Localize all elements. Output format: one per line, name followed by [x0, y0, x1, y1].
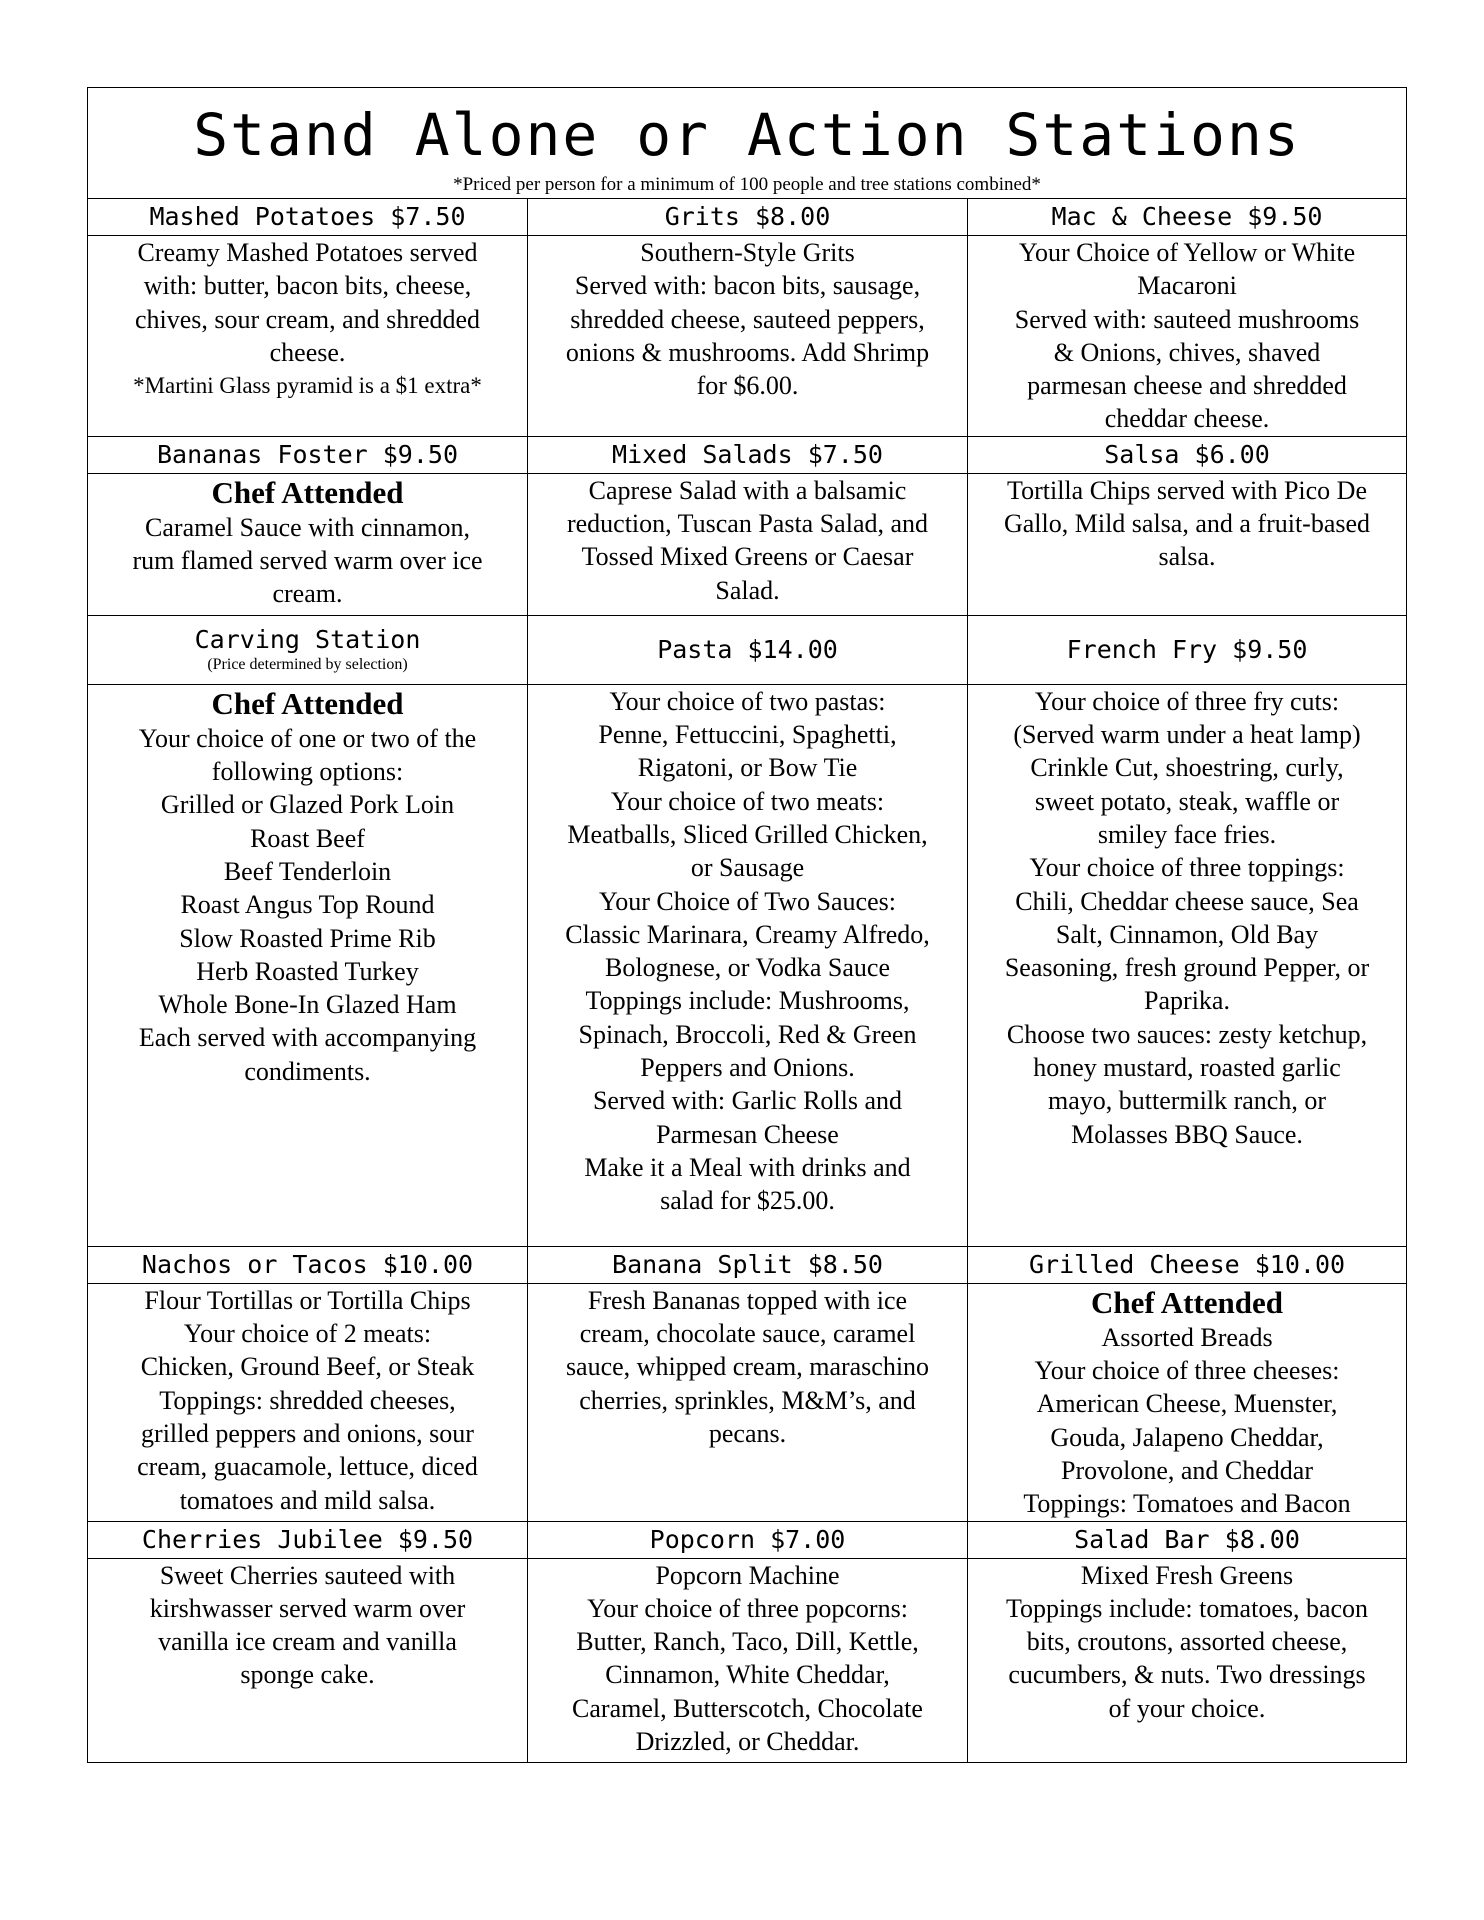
description-line: Herb Roasted Turkey: [196, 956, 419, 986]
description-line: vanilla ice cream and vanilla: [158, 1627, 457, 1657]
description-line: salsa.: [1158, 542, 1216, 572]
station-description-row: [88, 1558, 1407, 1762]
description-line: Your choice of one or two of the: [138, 723, 477, 753]
station-title: Mashed Potatoes $7.50: [149, 202, 466, 231]
description-line: Your choice of three popcorns:: [587, 1593, 908, 1623]
station-description-row: [88, 236, 1407, 437]
description-line: Toppings include: Mushrooms,: [585, 986, 910, 1016]
station-description: [968, 473, 1407, 615]
description-line: for $6.00.: [696, 371, 799, 401]
description-line: Caprese Salad with a balsamic: [588, 475, 907, 505]
description-line: cream, guacamole, lettuce, diced: [137, 1452, 478, 1482]
description-line: following options:: [211, 757, 404, 787]
description-line: Penne, Fettuccini, Spaghetti,: [598, 720, 897, 750]
description-line: smiley face fries.: [1097, 819, 1277, 849]
station-header-row: [88, 1246, 1407, 1283]
description-line: Macaroni: [1137, 271, 1237, 301]
description-line: Chicken, Ground Beef, or Steak: [140, 1352, 475, 1382]
description-line: pecans.: [708, 1418, 787, 1448]
description-line: Spinach, Broccoli, Red & Green: [578, 1019, 917, 1049]
station-description: [528, 1558, 968, 1762]
station-title: Mac & Cheese $9.50: [1051, 202, 1323, 231]
description-line: or Sausage: [690, 853, 805, 883]
description-line: Salt, Cinnamon, Old Bay: [1055, 919, 1319, 949]
description-line: Butter, Ranch, Taco, Dill, Kettle,: [576, 1627, 919, 1657]
description-line: honey mustard, roasted garlic: [1033, 1053, 1341, 1083]
description-line: & Onions, chives, shaved: [1053, 337, 1321, 367]
station-title: Mixed Salads $7.50: [612, 439, 883, 469]
description-line: Served with: sauteed mushrooms: [1014, 304, 1360, 334]
description-line: Rigatoni, or Bow Tie: [637, 753, 858, 783]
station-title: Grilled Cheese $10.00: [1028, 1249, 1346, 1279]
description-line: Your Choice of Yellow or White: [1018, 238, 1356, 267]
station-title: Salad Bar $8.00: [1074, 1524, 1300, 1554]
description-line: Caramel Sauce with cinnamon,: [145, 512, 470, 542]
station-title: Banana Split $8.50: [612, 1249, 883, 1279]
description-line: Chili, Cheddar cheese sauce, Sea: [1015, 886, 1359, 916]
description-line: Fresh Bananas topped with ice: [587, 1285, 908, 1315]
pricing-note: *Priced per person for a minimum of 100 people and tree stations combined*: [453, 174, 1041, 195]
description-line: Popcorn Machine: [655, 1560, 840, 1590]
description-line: Bolognese, or Vodka Sauce: [605, 953, 890, 983]
description-line: cherries, sprinkles, M&M’s, and: [579, 1385, 916, 1415]
station-description: [88, 473, 528, 615]
description-line: Crinkle Cut, shoestring, curly,: [1030, 753, 1344, 783]
description-line: Drizzled, or Cheddar.: [635, 1727, 860, 1757]
description-line: Roast Angus Top Round: [180, 890, 435, 920]
description-line: sauce, whipped cream, maraschino: [565, 1352, 930, 1382]
description-line: Your choice of three cheeses:: [1034, 1356, 1340, 1386]
description-line: Make it a Meal with drinks and: [584, 1152, 911, 1182]
description-line: Assorted Breads: [1101, 1322, 1273, 1352]
description-line: bits, croutons, assorted cheese,: [1026, 1627, 1348, 1657]
description-line: Creamy Mashed Potatoes served: [137, 238, 478, 267]
chef-attended-label: Chef Attended: [211, 474, 404, 510]
description-line: Served with: bacon bits, sausage,: [574, 271, 921, 301]
title-cell: [88, 88, 1407, 199]
description-line: Molasses BBQ Sauce.: [1071, 1119, 1303, 1149]
description-line: parmesan cheese and shredded: [1027, 371, 1347, 401]
description-line: grilled peppers and onions, sour: [141, 1418, 474, 1448]
description-line: Caramel, Butterscotch, Chocolate: [572, 1693, 923, 1723]
station-description: [88, 684, 528, 1246]
chef-attended-label: Chef Attended: [211, 685, 404, 721]
description-line: sweet potato, steak, waffle or: [1034, 786, 1340, 816]
station-description: [528, 473, 968, 615]
description-line: cheese.: [269, 337, 346, 367]
station-title: Salsa $6.00: [1104, 439, 1270, 469]
station-header: [968, 1521, 1407, 1558]
station-title: Nachos or Tacos $10.00: [141, 1249, 474, 1279]
station-header: [88, 199, 528, 236]
description-line: Southern-Style Grits: [640, 238, 855, 267]
description-line: Toppings: Tomatoes and Bacon: [1023, 1489, 1351, 1519]
description-line: kirshwasser served warm over: [149, 1593, 466, 1623]
description-line: Slow Roasted Prime Rib: [179, 923, 436, 953]
station-header: [528, 199, 968, 236]
stations-menu-table: [87, 87, 1407, 1763]
description-line: Cinnamon, White Cheddar,: [605, 1660, 890, 1690]
description-line: Seasoning, fresh ground Pepper, or: [1004, 953, 1370, 983]
station-description: [528, 684, 968, 1246]
description-line: salad for $25.00.: [660, 1186, 835, 1216]
description-line: Tossed Mixed Greens or Caesar: [581, 542, 914, 572]
chef-attended-label: Chef Attended: [1091, 1284, 1284, 1320]
station-footnote: *Martini Glass pyramid is a $1 extra*: [133, 373, 482, 399]
station-description: [968, 684, 1407, 1246]
description-line: Provolone, and Cheddar: [1061, 1455, 1314, 1485]
station-header: [968, 199, 1407, 236]
description-line: cream, chocolate sauce, caramel: [579, 1319, 916, 1349]
description-line: American Cheese, Muenster,: [1036, 1389, 1338, 1419]
title-row: [88, 88, 1407, 199]
description-line: Sweet Cherries sauteed with: [159, 1560, 456, 1590]
description-line: Whole Bone-In Glazed Ham: [158, 990, 457, 1020]
description-line: chives, sour cream, and shredded: [134, 304, 481, 334]
description-line: Your choice of 2 meats:: [183, 1319, 432, 1349]
station-description: [528, 236, 968, 437]
description-line: Salad.: [715, 575, 780, 605]
station-header-row: [88, 615, 1407, 684]
station-header: [528, 436, 968, 473]
station-header-row: [88, 1521, 1407, 1558]
station-price-note: (Price determined by selection): [207, 655, 408, 673]
station-description-row: [88, 684, 1407, 1246]
station-header-row: [88, 199, 1407, 236]
station-header: [88, 436, 528, 473]
description-line: Parmesan Cheese: [656, 1119, 839, 1149]
description-line: onions & mushrooms. Add Shrimp: [565, 337, 930, 367]
station-header: [968, 615, 1407, 684]
description-line: cucumbers, & nuts. Two dressings: [1008, 1660, 1366, 1690]
station-title: Carving Station: [194, 624, 421, 654]
station-header: [528, 1246, 968, 1283]
description-line: Grilled or Glazed Pork Loin: [160, 790, 455, 820]
description-line: Served with: Garlic Rolls and: [592, 1086, 903, 1116]
description-line: Tortilla Chips served with Pico De: [1007, 475, 1367, 505]
description-line: Each served with accompanying: [138, 1023, 477, 1053]
station-description: [968, 1283, 1407, 1521]
description-line: reduction, Tuscan Pasta Salad, and: [566, 509, 929, 539]
description-line: Your choice of two pastas:: [609, 686, 886, 716]
description-line: mayo, buttermilk ranch, or: [1048, 1086, 1326, 1116]
station-description: [88, 1283, 528, 1521]
description-line: (Served warm under a heat lamp): [1013, 720, 1361, 750]
description-line: of your choice.: [1108, 1693, 1266, 1723]
station-header: [88, 615, 528, 684]
description-line: Your choice of two meats:: [610, 786, 885, 816]
description-line: Your choice of three toppings:: [1029, 853, 1345, 883]
description-line: with: butter, bacon bits, cheese,: [143, 271, 472, 301]
station-title: Pasta $14.00: [657, 634, 838, 664]
station-description-row: [88, 1283, 1407, 1521]
description-line: cream.: [272, 579, 343, 609]
station-header: [968, 1246, 1407, 1283]
description-line: Meatballs, Sliced Grilled Chicken,: [567, 819, 928, 849]
description-line: sponge cake.: [240, 1660, 375, 1690]
station-title: Cherries Jubilee $9.50: [141, 1524, 474, 1554]
description-line: Roast Beef: [250, 823, 365, 853]
description-line: condiments.: [244, 1056, 371, 1086]
description-line: Gouda, Jalapeno Cheddar,: [1050, 1422, 1324, 1452]
station-header: [968, 436, 1407, 473]
station-title: Grits $8.00: [664, 202, 831, 231]
station-description: [528, 1283, 968, 1521]
description-line: cheddar cheese.: [1104, 404, 1270, 434]
station-header: [88, 1521, 528, 1558]
station-description-row: [88, 473, 1407, 615]
description-line: Classic Marinara, Creamy Alfredo,: [565, 919, 930, 949]
station-description: [968, 1558, 1407, 1762]
description-line: Beef Tenderloin: [223, 856, 392, 886]
description-line: Your choice of three fry cuts:: [1034, 686, 1340, 716]
description-line: Gallo, Mild salsa, and a fruit-based: [1003, 509, 1371, 539]
station-description: [88, 236, 528, 437]
description-line: Paprika.: [1144, 986, 1230, 1016]
station-header: [528, 615, 968, 684]
description-line: tomatoes and mild salsa.: [179, 1485, 436, 1515]
description-line: Peppers and Onions.: [640, 1053, 855, 1083]
description-line: Choose two sauces: zesty ketchup,: [1006, 1019, 1368, 1049]
description-line: Your Choice of Two Sauces:: [599, 886, 896, 916]
station-title: Popcorn $7.00: [649, 1524, 846, 1554]
page-title: Stand Alone or Action Stations: [193, 101, 1301, 169]
description-line: rum flamed served warm over ice: [132, 546, 483, 576]
station-title: French Fry $9.50: [1066, 634, 1308, 664]
description-line: Toppings: shredded cheeses,: [159, 1385, 456, 1415]
station-description: [88, 1558, 528, 1762]
description-line: shredded cheese, sauteed peppers,: [570, 304, 925, 334]
description-line: Toppings include: tomatoes, bacon: [1005, 1593, 1369, 1623]
station-description: [968, 236, 1407, 437]
station-header-row: [88, 436, 1407, 473]
description-line: Mixed Fresh Greens: [1080, 1560, 1294, 1590]
station-title: Bananas Foster $9.50: [156, 439, 459, 469]
description-line: Flour Tortillas or Tortilla Chips: [144, 1285, 471, 1315]
station-header: [528, 1521, 968, 1558]
station-header: [88, 1246, 528, 1283]
